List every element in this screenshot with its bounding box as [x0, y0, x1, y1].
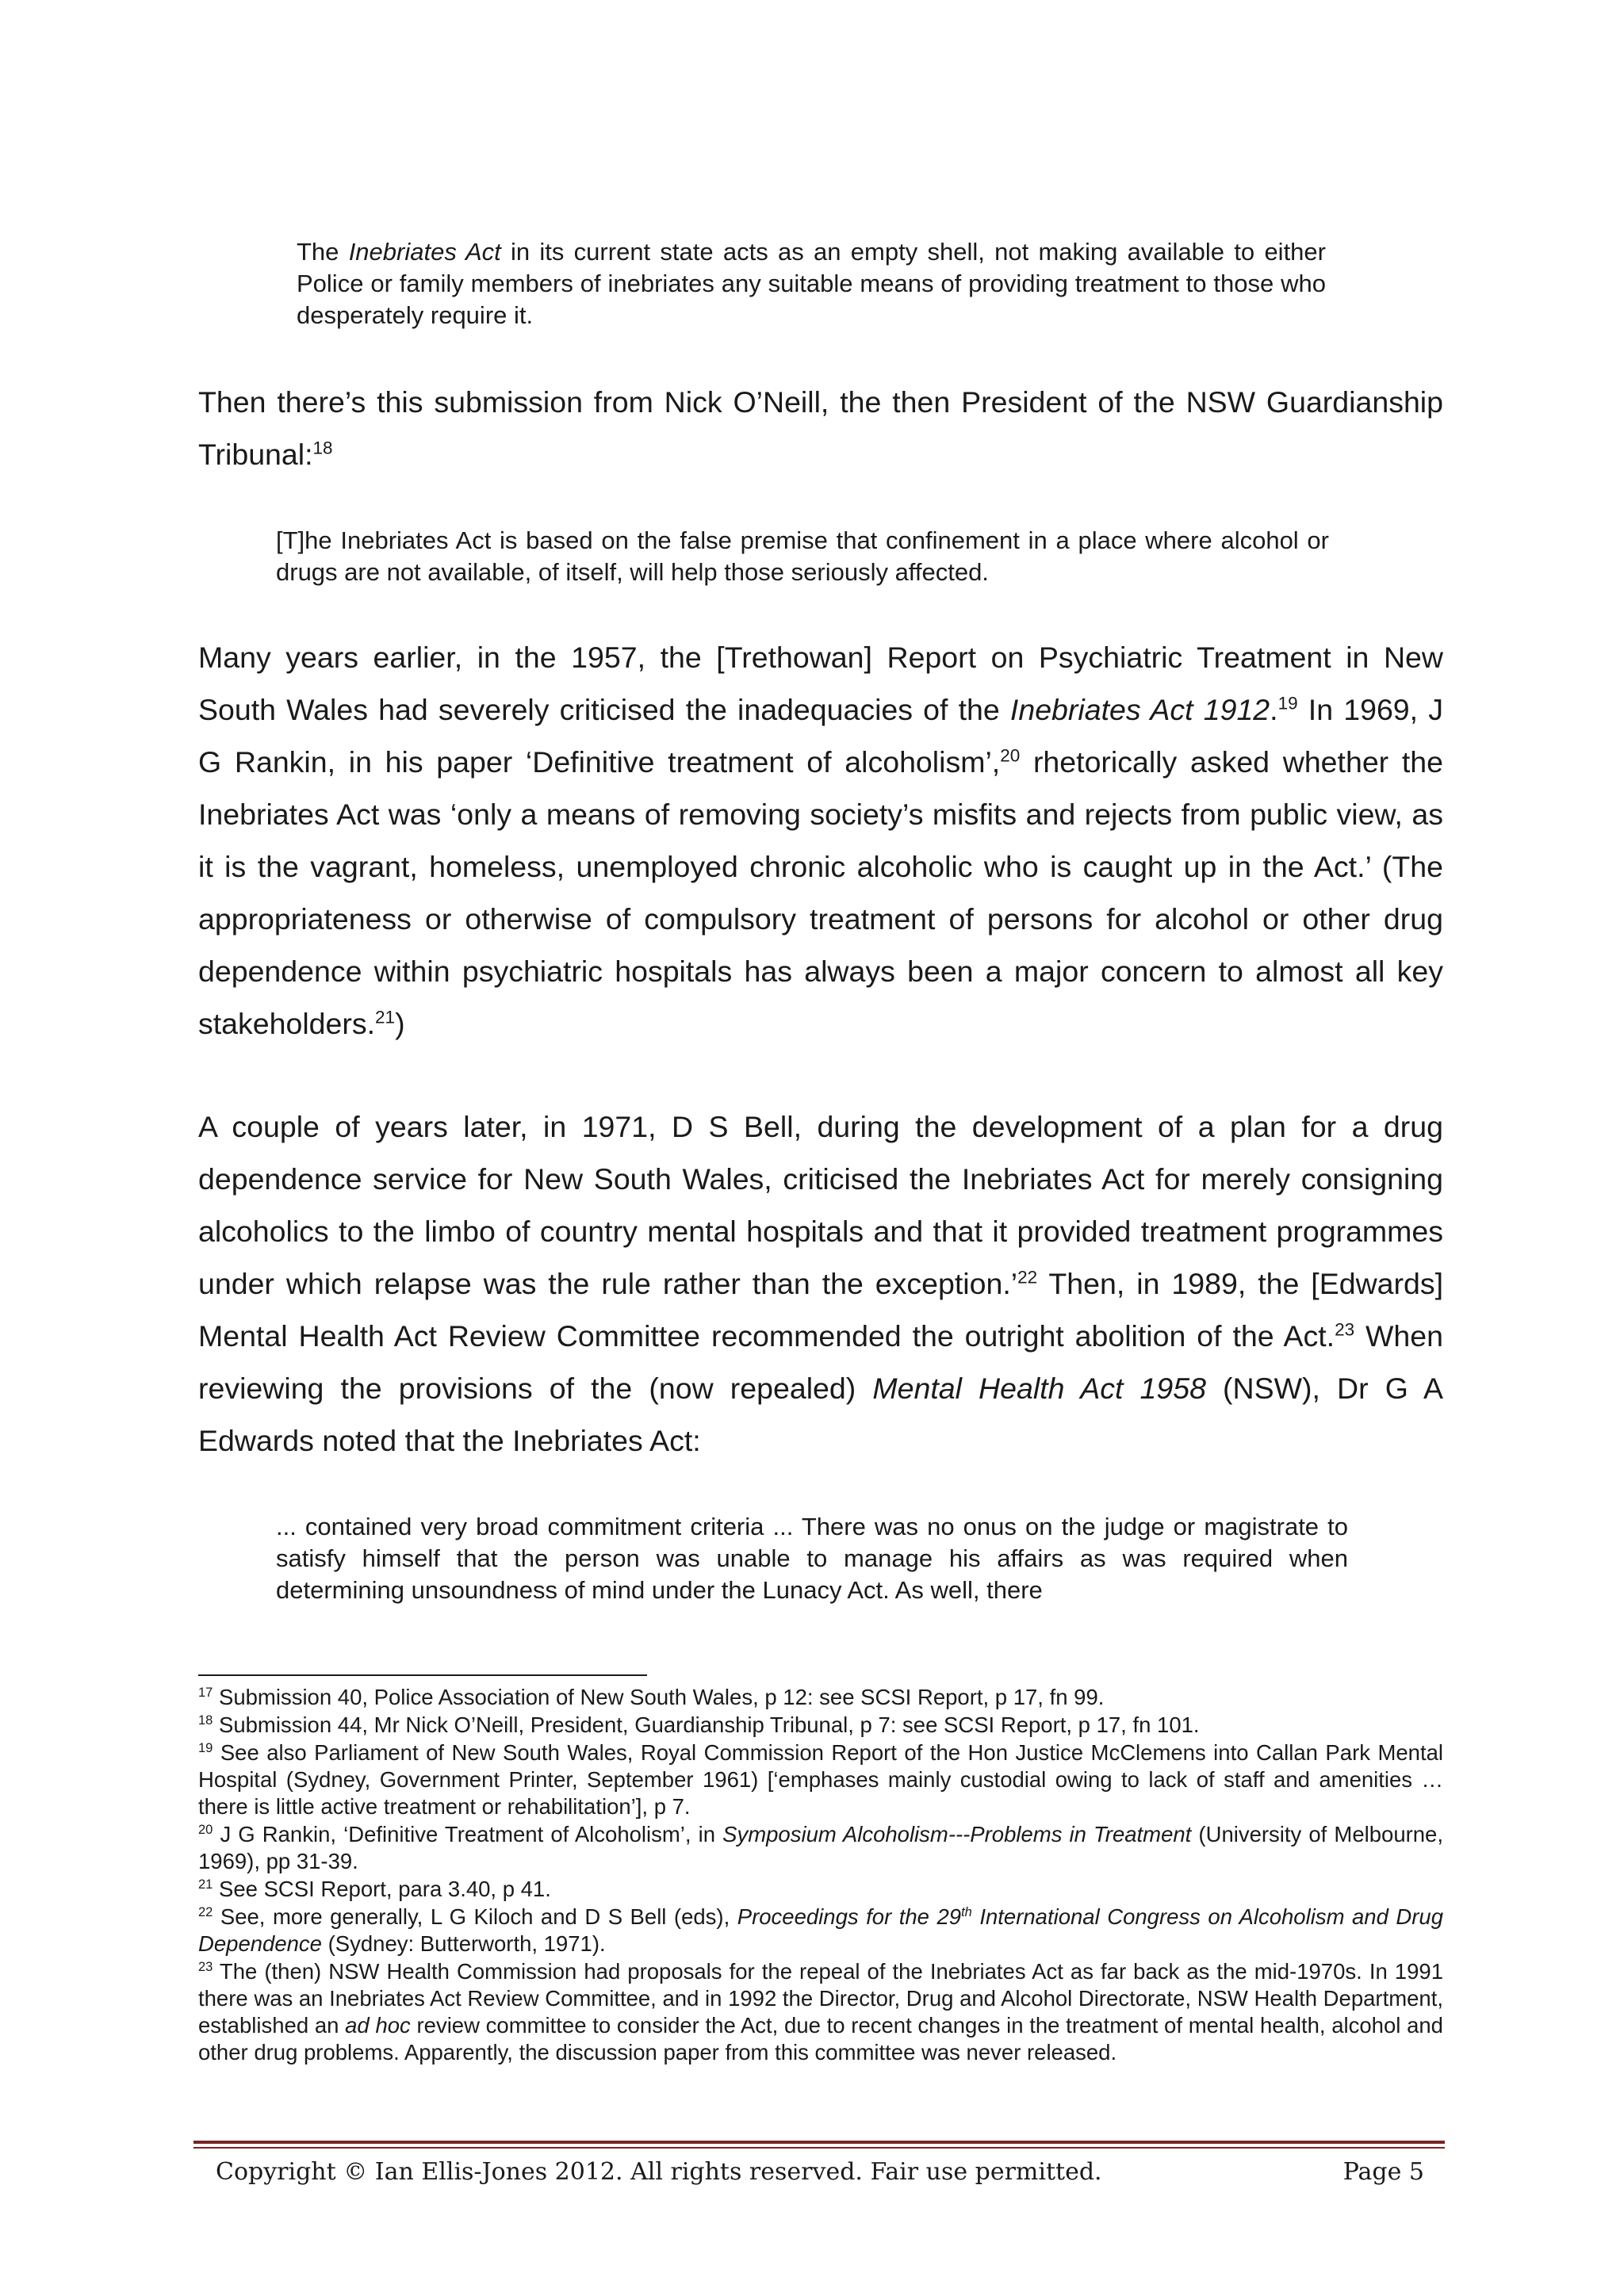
footnote-ref-19: 19: [1277, 693, 1298, 714]
paragraph-trethowan-report: Many years earlier, in the 1957, the [Trethowan] Report on Psychiatric Treatment in New South Wales had severely criticised the inadequacies of the Inebriates Act 1912.19 In 1969, J G Rankin, in his paper ‘Definitive treatment of alcoholism’,$^{20}$ rhetorically asked whether the Inebriates Act was ‘only a means of removing society’s misfits and rejects from public view, as it is the vagrant, homeless, unemployed chronic alcoholic who is caught up in the Act.’ (The appropriateness or otherwise of compulsory treatment of persons for alcohol or other drug dependence within psychiatric hospitals has always been a major concern to almost all key stakeholders.$^{21}$): [198, 641, 1443, 1040]
act-title-italic: Inebriates Act 1912: [1009, 693, 1270, 726]
footnote-17: $^{17}$ Submission 40, Police Association of New South Wales, p 12: see SCSI Report, p 17, fn 99.: [198, 1685, 1105, 1709]
act-title-italic: Inebriates Act: [348, 238, 501, 266]
footnote-18: $^{18}$ Submission 44, Mr Nick O’Neill, President, Guardianship Tribunal, p 7: see SCSI Report, p 17, fn 101.: [198, 1712, 1200, 1737]
footnote-22: $^{22}$ See, more generally, L G Kiloch and D S Bell (eds), Proceedings for the 29th International Congress on Alcoholism and Drug Dependence (Sydney: Butterworth, 1971).: [198, 1904, 1443, 1956]
footnote-ref-18: 18: [312, 438, 333, 458]
copyright-notice: Copyright © Ian Ellis-Jones 2012. All rights reserved. Fair use permitted.: [216, 2158, 1102, 2186]
block-quote-oneill: [T]he Inebriates Act is based on the false premise that confinement in a place where alcohol or drugs are not available, of itself, will help those seriously affected.: [276, 526, 1329, 586]
footnote-ref-22: 22: [1017, 1267, 1038, 1288]
footnote-23: $^{23}$ The (then) NSW Health Commission had proposals for the repeal of the Inebriates Act as far back as the mid-1970s. In 1991 there was an Inebriates Act Review Committee, and in 1992 the Director, Drug and Alcohol Directorate, NSW Health Department, established an ad hoc review committee to consider the Act, due to recent changes in the treatment of mental health, alcohol and other drug problems. Apparently, the discussion paper from this committee was never released.: [198, 1959, 1443, 2064]
block-quote-edwards: ... contained very broad commitment criteria ... There was no onus on the judge or magistrate to satisfy himself that the person was unable to manage his affairs as was required when determining unsoundness of mind under the Lunacy Act. As well, there: [276, 1513, 1348, 1604]
page-number: Page 5: [1342, 2158, 1424, 2186]
footnote-20: $^{20}$ J G Rankin, ‘Definitive Treatment of Alcoholism’, in Symposium Alcoholism---Problems in Treatment (University of Melbourne, 1969), pp 31-39.: [198, 1822, 1443, 1873]
footnote-separator: [198, 1674, 647, 1676]
footnotes: [198, 1684, 1443, 2067]
paragraph-bell-edwards: A couple of years later, in 1971, D S Bell, during the development of a plan for a drug dependence service for New South Wales, criticised the Inebriates Act for merely consigning alcoholics to the limbo of country mental hospitals and that it provided treatment programmes under which relapse was the rule rather than the exception.’$^{22}$ Then, in 1989, the [Edwards] Mental Health Act Review Committee recommended the outright abolition of the Act.$^{23}$ When reviewing the provisions of the (now repealed) Mental Health Act 1958 (NSW), Dr G A Edwards noted that the Inebriates Act:: [198, 1110, 1444, 1457]
act-title-italic: Mental Health Act 1958: [872, 1372, 1206, 1405]
footnote-ref-20: 20: [1000, 745, 1021, 766]
footer-rule: [193, 2141, 1445, 2149]
footnote-ref-23: 23: [1335, 1319, 1355, 1340]
footnote-21: $^{21}$ See SCSI Report, para 3.40, p 41.: [198, 1877, 551, 1901]
block-quote-police: The Inebriates Act in its current state acts as an empty shell, not making available to either Police or family members of inebriates any suitable means of providing treatment to those who desperately require it.: [297, 238, 1326, 329]
footnote-ref-21: 21: [375, 1007, 396, 1027]
paragraph-oneill-intro: Then there’s this submission from Nick O’Neill, the then President of the NSW Guardianship Tribunal:$^{18}$: [198, 385, 1443, 471]
footnote-19: $^{19}$ See also Parliament of New South Wales, Royal Commission Report of the Hon Justice McClemens into Callan Park Mental Hospital (Sydney, Government Printer, September 1961) [‘emphases mainly custodial owing to lack of staff and amenities … there is little active treatment or rehabilitation’], p 7.: [198, 1740, 1443, 1819]
